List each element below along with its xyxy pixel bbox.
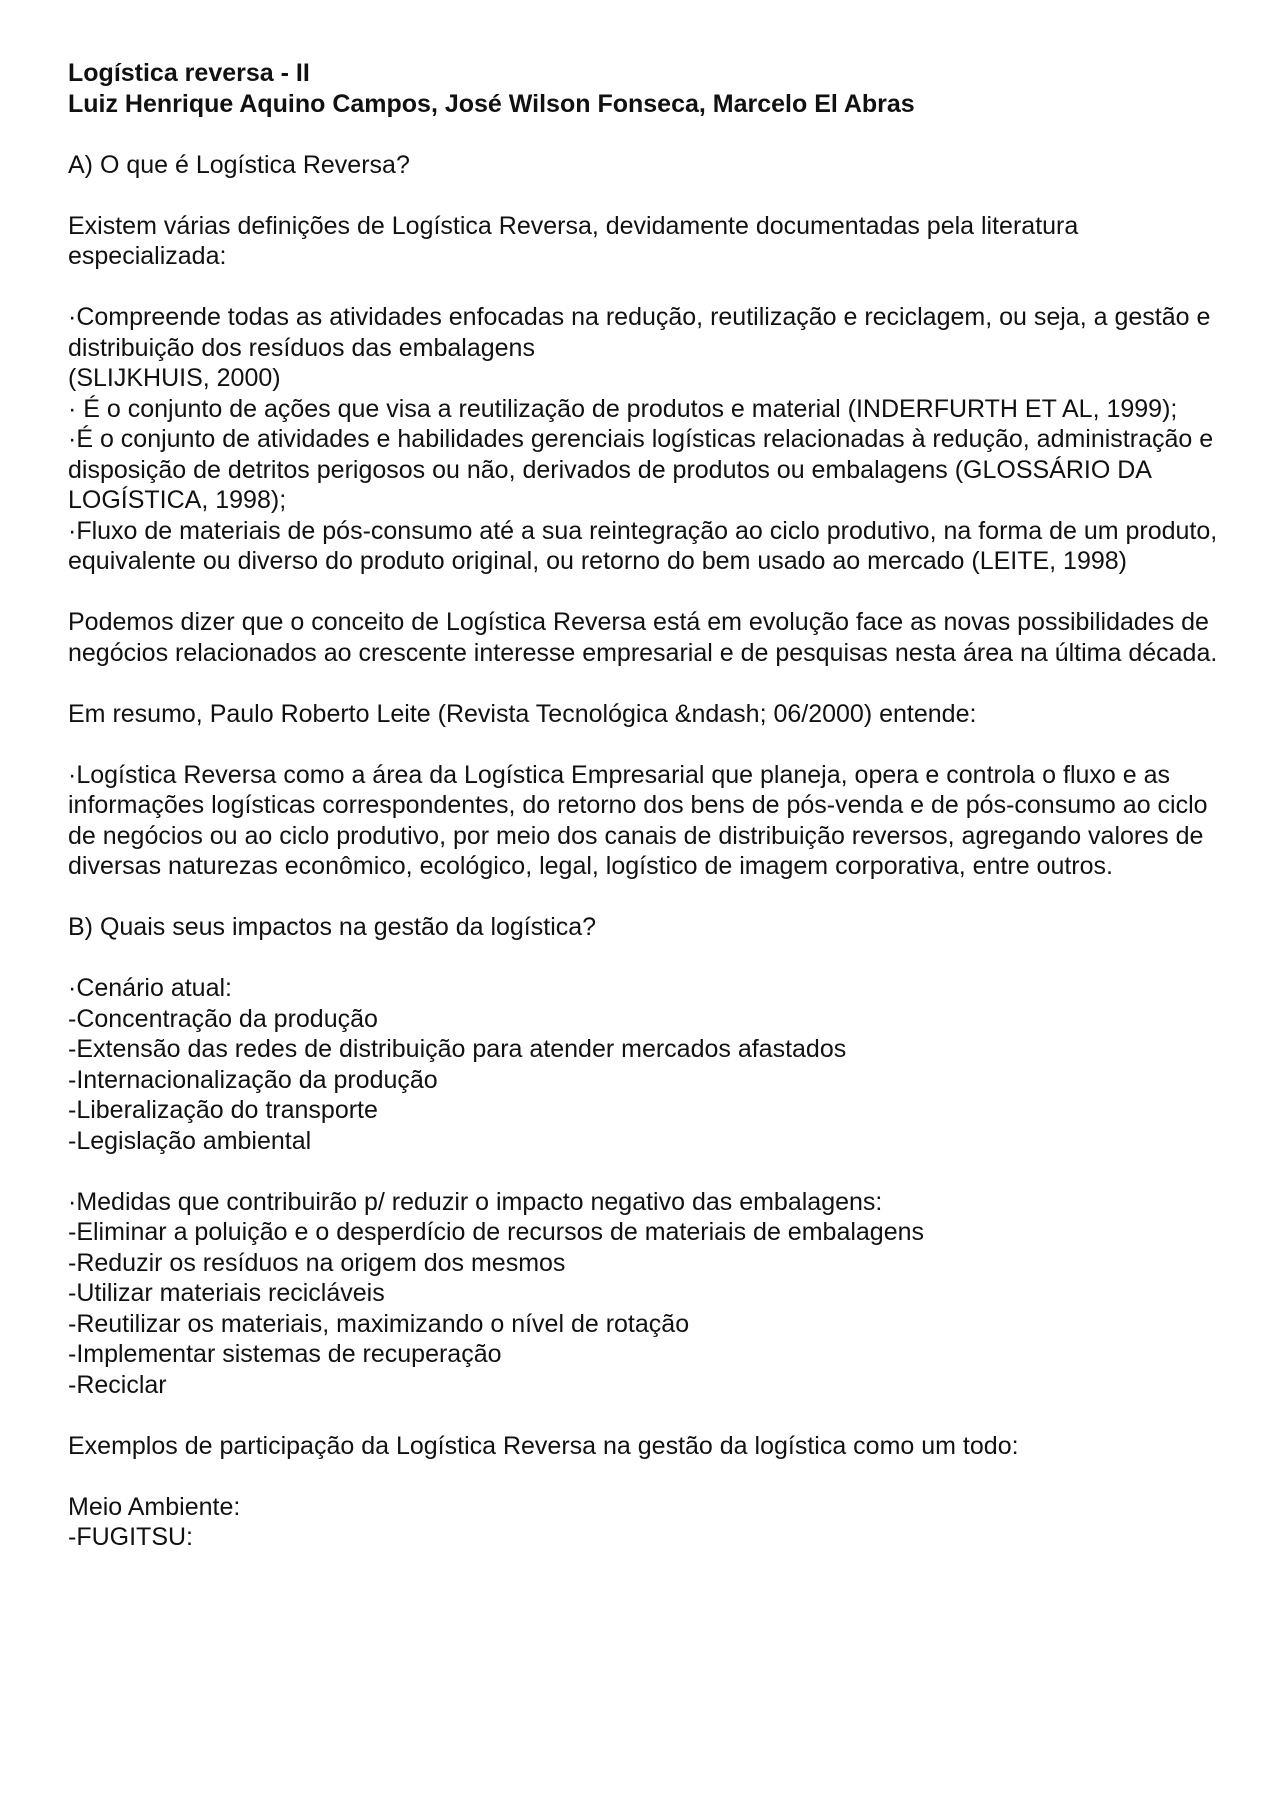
list-item: -Liberalização do transporte xyxy=(68,1096,378,1124)
section-b xyxy=(68,912,1228,1553)
list-item: -Internacionalização da produção xyxy=(68,1065,438,1094)
document-title: Logística reversa - II xyxy=(68,59,310,87)
environment-title: Meio Ambiente: xyxy=(68,1492,241,1521)
definition-item: ·Fluxo de materiais de pós-consumo até a sua reintegração ao ciclo produtivo, na forma de um produto, equivalente ou diverso do produto original, ou retorno do bem usado ao mercado (LEITE, 1998) xyxy=(68,516,1218,575)
list-item: -Concentração da produção xyxy=(68,1004,378,1033)
evolution-paragraph: Podemos dizer que o conceito de Logística Reversa está em evolução face as novas possibilidades de negócios relacionados ao crescente interesse empresarial e de pesquisas nesta área na última década. xyxy=(68,608,1218,667)
definition-item: (SLIJKHUIS, 2000) xyxy=(68,364,281,392)
definition-item: · É o conjunto de ações que visa a reutilização de produtos e material (INDERFURTH ET AL, 1999); xyxy=(68,394,1178,423)
list-item: -Implementar sistemas de recuperação xyxy=(68,1340,502,1368)
scenario-list xyxy=(68,973,1228,1156)
summary-intro: Em resumo, Paulo Roberto Leite (Revista Tecnológica &ndash; 06/2000) entende: xyxy=(68,699,977,728)
measures-title: ·Medidas que contribuirão p/ reduzir o impacto negativo das embalagens: xyxy=(68,1187,883,1216)
list-item: -Extensão das redes de distribuição para atender mercados afastados xyxy=(68,1035,847,1063)
environment-list xyxy=(68,1492,1228,1553)
section-a xyxy=(68,150,1228,882)
list-item: -Utilizar materiais recicláveis xyxy=(68,1279,385,1307)
definition-item: ·É o conjunto de atividades e habilidades gerenciais logísticas relacionadas à redução, administração e disposição de detritos perigosos ou não, derivados de produtos ou embalagens (GLOSSÁRIO DA LOGÍSTICA, 1998); xyxy=(68,425,1214,514)
document-page xyxy=(68,58,1228,1553)
section-b-question: B) Quais seus impactos na gestão da logística? xyxy=(68,913,597,941)
list-item: -FUGITSU: xyxy=(68,1523,193,1551)
definitions-list xyxy=(68,302,1228,577)
measures-list xyxy=(68,1187,1228,1401)
definitions-intro: Existem várias definições de Logística Reversa, devidamente documentadas pela literatura especializada: xyxy=(68,211,1079,270)
section-a-question: A) O que é Logística Reversa? xyxy=(68,150,410,179)
list-item: -Reutilizar os materiais, maximizando o nível de rotação xyxy=(68,1309,690,1338)
summary-paragraph: ·Logística Reversa como a área da Logística Empresarial que planeja, opera e controla o fluxo e as informações logísticas correspondentes, do retorno dos bens de pós-venda e de pós-consumo ao ciclo de negócios ou ao ciclo produtivo, por meio dos canais de distribuição reversos, agregando valores de diversas naturezas econômico, ecológico, legal, logístico de imagem corporativa, entre outros. xyxy=(68,760,1208,880)
list-item: -Eliminar a poluição e o desperdício de recursos de materiais de embalagens xyxy=(68,1218,925,1246)
list-item: -Reciclar xyxy=(68,1370,167,1399)
list-item: -Legislação ambiental xyxy=(68,1126,312,1155)
scenario-title: ·Cenário atual: xyxy=(68,974,232,1002)
list-item: -Reduzir os resíduos na origem dos mesmos xyxy=(68,1248,566,1277)
definition-item: ·Compreende todas as atividades enfocadas na redução, reutilização e reciclagem, ou seja, a gestão e distribuição dos resíduos das embalagens xyxy=(68,303,1211,362)
examples-intro: Exemplos de participação da Logística Reversa na gestão da logística como um todo: xyxy=(68,1431,1019,1460)
document-authors: Luiz Henrique Aquino Campos, José Wilson Fonseca, Marcelo El Abras xyxy=(68,89,915,118)
